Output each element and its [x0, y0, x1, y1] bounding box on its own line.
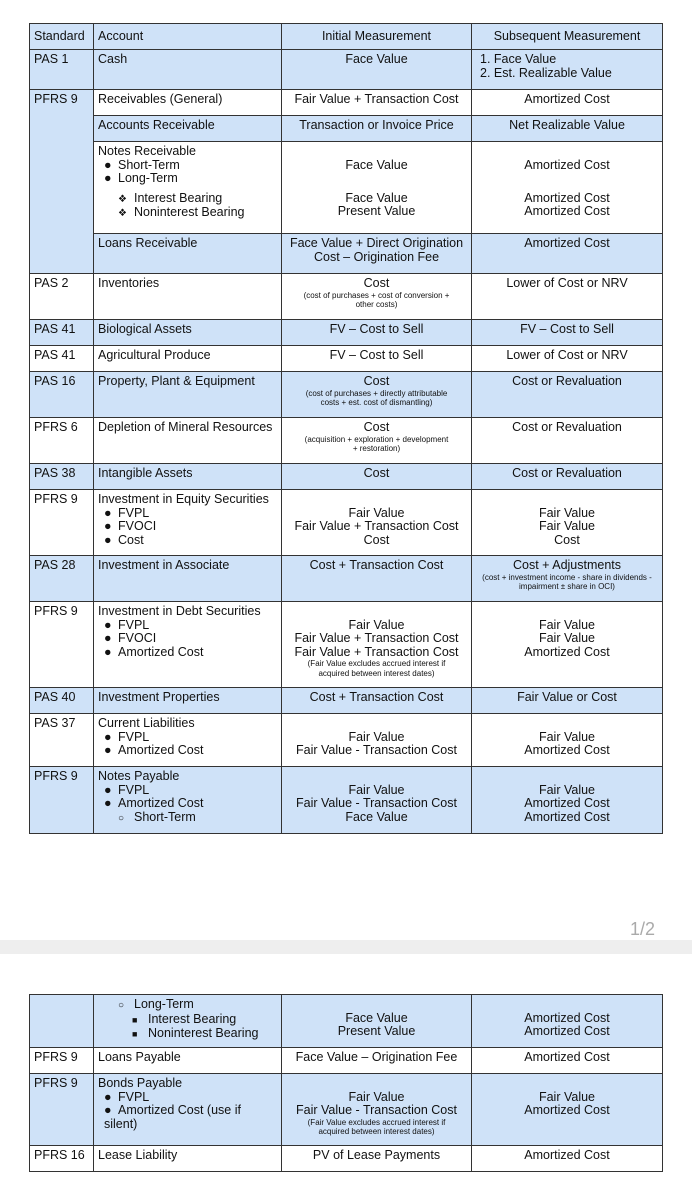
initial-cell: [282, 602, 472, 688]
subsequent-cell: [472, 50, 663, 90]
subsequent-cell: FV – Cost to Sell: [472, 320, 663, 346]
table-row: [30, 116, 663, 142]
table-row: [30, 274, 663, 320]
account-cell: Intangible Assets: [94, 464, 282, 490]
standard-cell: PAS 40: [30, 688, 94, 714]
account-label: Notes Receivable: [98, 144, 196, 158]
subsequent-item: Cost + Adjustments: [512, 558, 622, 572]
initial-cell: [282, 767, 472, 834]
account-cell: Accounts Receivable: [94, 116, 282, 142]
initial-cell: Cost: [282, 464, 472, 490]
list-item: ● Amortized Cost (use if silent): [104, 1103, 241, 1131]
account-cell: [94, 142, 282, 234]
initial-cell: Cost + Transaction Cost: [282, 556, 472, 602]
initial-cell: Face Value – Origination Fee: [282, 1048, 472, 1074]
initial-cell: FV – Cost to Sell: [282, 320, 472, 346]
initial-cell: [282, 142, 472, 234]
table-row: [30, 995, 663, 1048]
table-row: [30, 767, 663, 834]
subsequent-item: Fair Value: [538, 617, 596, 632]
subsequent-item: Amortized Cost: [524, 809, 610, 824]
table-row: [30, 1146, 663, 1172]
table-row: [30, 464, 663, 490]
initial-cell: Fair Value + Transaction Cost: [282, 90, 472, 116]
standard-cell: PFRS 9: [30, 1074, 94, 1146]
table-row: [30, 418, 663, 464]
initial-item: Face Value: [345, 809, 408, 824]
initial-item: Fair Value + Transaction Cost: [294, 631, 459, 646]
subsequent-item: Amortized Cost: [524, 644, 610, 659]
initial-cell: PV of Lease Payments: [282, 1146, 472, 1172]
initial-item: Fair Value: [348, 1089, 405, 1104]
account-label: Investment in Equity Securities: [98, 492, 269, 506]
standard-cell: PAS 41: [30, 346, 94, 372]
list-item: ● Amortized Cost: [104, 644, 204, 659]
page-separator: [0, 940, 692, 954]
table-row: [30, 1048, 663, 1074]
subsequent-item: Amortized Cost: [524, 1010, 610, 1025]
list-item: ❖ Interest Bearing: [118, 190, 223, 205]
initial-item: Cost – Origination Fee: [313, 249, 440, 264]
table-row: [30, 234, 663, 274]
account-label: Bonds Payable: [98, 1076, 183, 1090]
standard-cell: PFRS 6: [30, 418, 94, 464]
subsequent-cell: Cost or Revaluation: [472, 464, 663, 490]
table-row: [30, 142, 663, 234]
list-item: ● FVPL: [104, 505, 150, 520]
account-cell: [94, 995, 282, 1048]
standard-cell: PFRS 9: [30, 767, 94, 834]
initial-cell: [282, 274, 472, 320]
list-item: ● Amortized Cost: [104, 796, 204, 811]
initial-item: Fair Value: [348, 782, 405, 797]
initial-cell: Face Value: [282, 50, 472, 90]
subsequent-cell: Lower of Cost or NRV: [472, 274, 663, 320]
list-item: ■ Interest Bearing: [132, 1011, 237, 1026]
initial-note: (Fair Value excludes accrued interest if acquired between interest dates): [307, 1117, 446, 1137]
subsequent-cell: Lower of Cost or NRV: [472, 346, 663, 372]
table-row: [30, 714, 663, 767]
subsequent-cell: [472, 490, 663, 556]
table-row: [30, 372, 663, 418]
initial-note: (cost of purchases + directly attributable costs + est. cost of dismantling): [305, 388, 448, 408]
account-cell: [94, 490, 282, 556]
subsequent-item: Amortized Cost: [524, 743, 610, 758]
initial-item: Face Value + Direct Origination: [289, 236, 464, 250]
account-label: Notes Payable: [98, 769, 180, 783]
list-item: ● FVOCI: [104, 519, 157, 534]
initial-item: Present Value: [337, 1024, 416, 1039]
list-item: ● Cost: [104, 532, 144, 547]
standard-cell: PFRS 9: [30, 90, 94, 274]
list-item: ● FVPL: [104, 729, 150, 744]
account-cell: Receivables (General): [94, 90, 282, 116]
list-item: ● Long-Term: [104, 171, 178, 186]
subsequent-item: Fair Value: [538, 519, 596, 534]
subsequent-item: Fair Value: [538, 1089, 596, 1104]
subsequent-cell: Net Realizable Value: [472, 116, 663, 142]
initial-note: (cost of purchases + cost of conversion + other costs): [303, 290, 450, 310]
list-item: ○ Long-Term: [118, 997, 194, 1011]
subsequent-cell: Cost or Revaluation: [472, 418, 663, 464]
list-item: ○ Short-Term: [118, 809, 196, 824]
list-item: ● FVPL: [104, 617, 150, 632]
account-cell: [94, 1074, 282, 1146]
account-label: Current Liabilities: [98, 716, 195, 730]
list-item: ● Short-Term: [104, 157, 180, 172]
initial-cell: Transaction or Invoice Price: [282, 116, 472, 142]
standard-cell: PAS 38: [30, 464, 94, 490]
table-row: [30, 490, 663, 556]
table-row: [30, 346, 663, 372]
initial-note: (acquisition + exploration + development + restoration): [304, 434, 449, 454]
initial-cell: [282, 372, 472, 418]
subsequent-cell: [472, 714, 663, 767]
initial-note: (Fair Value excludes accrued interest if acquired between interest dates): [307, 659, 446, 678]
account-cell: [94, 767, 282, 834]
standard-cell: PAS 1: [30, 50, 94, 90]
initial-item: Fair Value + Transaction Cost: [294, 644, 459, 659]
table-row: [30, 688, 663, 714]
standard-cell: PAS 28: [30, 556, 94, 602]
standard-cell: PFRS 9: [30, 490, 94, 556]
subsequent-item: 1. Face Value: [480, 52, 557, 66]
initial-cell: [282, 490, 472, 556]
subsequent-cell: [472, 767, 663, 834]
subsequent-item: 2. Est. Realizable Value: [480, 65, 612, 80]
subsequent-cell: [472, 556, 663, 602]
subsequent-cell: [472, 142, 663, 234]
account-cell: Investment in Associate: [94, 556, 282, 602]
account-cell: Depletion of Mineral Resources: [94, 418, 282, 464]
initial-item: Present Value: [337, 204, 416, 219]
subsequent-cell: [472, 602, 663, 688]
subsequent-item: Amortized Cost: [524, 1103, 610, 1118]
account-cell: Inventories: [94, 274, 282, 320]
list-item: ■ Noninterest Bearing: [132, 1026, 259, 1041]
subsequent-cell: Amortized Cost: [472, 1048, 663, 1074]
table-row: [30, 320, 663, 346]
subsequent-note: (cost + investment income - share in dividends - impairment ± share in OCI): [482, 572, 652, 592]
subsequent-item: Amortized Cost: [524, 204, 610, 219]
table-row: [30, 602, 663, 688]
initial-item: Cost: [363, 374, 390, 388]
subsequent-cell: Amortized Cost: [472, 234, 663, 274]
initial-cell: FV – Cost to Sell: [282, 346, 472, 372]
list-item: ● Amortized Cost: [104, 743, 204, 758]
initial-item: Fair Value - Transaction Cost: [296, 796, 457, 811]
subsequent-item: Fair Value: [538, 631, 596, 646]
initial-item: Fair Value - Transaction Cost: [296, 743, 457, 758]
account-cell: Agricultural Produce: [94, 346, 282, 372]
subsequent-item: Fair Value: [538, 505, 596, 520]
account-cell: Investment Properties: [94, 688, 282, 714]
subsequent-item: Amortized Cost: [524, 157, 610, 172]
subsequent-item: Amortized Cost: [524, 190, 610, 205]
list-item: ● FVPL: [104, 1089, 150, 1104]
measurement-table-page-1: [29, 23, 663, 834]
initial-cell: [282, 234, 472, 274]
initial-item: Fair Value - Transaction Cost: [296, 1103, 457, 1118]
subsequent-cell: Amortized Cost: [472, 90, 663, 116]
initial-cell: [282, 995, 472, 1048]
subsequent-cell: [472, 995, 663, 1048]
initial-item: Face Value: [345, 157, 408, 172]
initial-item: Fair Value: [348, 505, 405, 520]
account-label: Investment in Debt Securities: [98, 604, 261, 618]
initial-item: Face Value: [345, 190, 408, 205]
subsequent-cell: [472, 1074, 663, 1146]
account-cell: Property, Plant & Equipment: [94, 372, 282, 418]
page-number: 1/2: [630, 919, 656, 939]
measurement-table-page-2: [29, 994, 663, 1172]
table-row: [30, 50, 663, 90]
initial-item: Fair Value: [348, 729, 405, 744]
initial-item: Cost: [363, 276, 390, 290]
account-cell: Loans Receivable: [94, 234, 282, 274]
standard-cell: PFRS 9: [30, 1048, 94, 1074]
initial-cell: [282, 1074, 472, 1146]
account-cell: [94, 602, 282, 688]
account-cell: [94, 714, 282, 767]
subsequent-cell: Cost or Revaluation: [472, 372, 663, 418]
list-item: ● FVPL: [104, 782, 150, 797]
account-cell: Loans Payable: [94, 1048, 282, 1074]
initial-item: Face Value: [345, 1010, 408, 1025]
account-cell: Lease Liability: [94, 1146, 282, 1172]
initial-item: Cost: [363, 420, 390, 434]
header-initial: Initial Measurement: [282, 24, 472, 50]
subsequent-item: Amortized Cost: [524, 796, 610, 811]
standard-cell: PFRS 16: [30, 1146, 94, 1172]
initial-item: Fair Value: [348, 617, 405, 632]
initial-cell: [282, 418, 472, 464]
list-item: ❖ Noninterest Bearing: [118, 205, 245, 220]
subsequent-item: Cost: [554, 532, 580, 547]
account-cell: Biological Assets: [94, 320, 282, 346]
list-item: ● FVOCI: [104, 631, 157, 646]
header-standard: Standard: [30, 24, 94, 50]
initial-cell: [282, 714, 472, 767]
header-account: Account: [94, 24, 282, 50]
standard-cell: [30, 995, 94, 1048]
initial-item: Fair Value + Transaction Cost: [294, 519, 459, 534]
standard-cell: PAS 37: [30, 714, 94, 767]
table-row: [30, 90, 663, 116]
account-cell: Cash: [94, 50, 282, 90]
table-row: [30, 556, 663, 602]
standard-cell: PFRS 9: [30, 602, 94, 688]
header-subsequent: Subsequent Measurement: [472, 24, 663, 50]
subsequent-item: Amortized Cost: [524, 1024, 610, 1039]
standard-cell: PAS 2: [30, 274, 94, 320]
initial-cell: Cost + Transaction Cost: [282, 688, 472, 714]
subsequent-item: Fair Value: [538, 729, 596, 744]
standard-cell: PAS 16: [30, 372, 94, 418]
subsequent-cell: Amortized Cost: [472, 1146, 663, 1172]
initial-item: Cost: [363, 532, 390, 547]
table-row: [30, 1074, 663, 1146]
table-header-row: [30, 24, 663, 50]
subsequent-item: Fair Value: [538, 782, 596, 797]
subsequent-cell: Fair Value or Cost: [472, 688, 663, 714]
standard-cell: PAS 41: [30, 320, 94, 346]
